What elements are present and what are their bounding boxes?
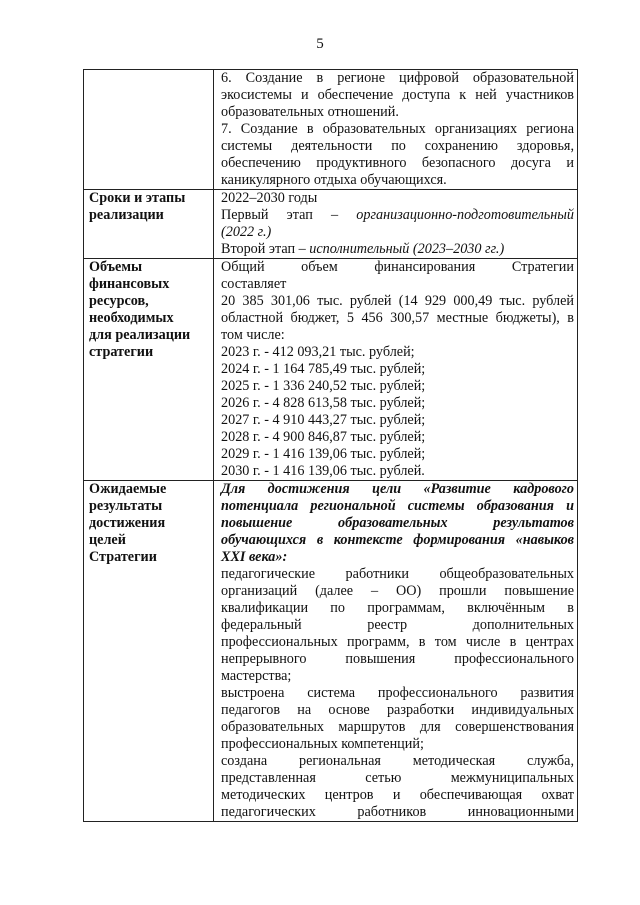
stage2-prefix: Второй этап – [221,241,306,257]
financing-cell [214,259,578,481]
year-amount: 2026 г. - 4 828 613,58 тыс. рублей; [221,395,426,411]
text-line: областной бюджет, 5 456 300,57 местные бюджеты), в [221,310,574,326]
text-line: том числе: [221,327,285,343]
year-amount: 2029 г. - 1 416 139,06 тыс. рублей; [221,446,426,462]
year-amount: 2025 г. - 1 336 240,52 тыс. рублей; [221,378,426,394]
row-label-results [84,481,214,822]
strategy-passport-table [83,69,578,822]
text-line: методических центров и обеспечивающая охват [221,787,574,803]
goal-line: повышение образовательных результатов [221,515,574,531]
text-line: образовательных отношений. [221,104,399,120]
text-line: непрерывного повышения профессионального [221,651,574,667]
page-number: 5 [316,36,324,52]
text-line: обеспечению продуктивного безопасного досуга и [221,155,574,171]
label-line: Сроки и этапы [89,190,186,206]
stage1-year: (2022 г.) [221,224,272,240]
label-line: Стратегии [89,549,157,565]
results-cell [214,481,578,822]
label-line: ресурсов, [89,293,149,309]
text-line: 20 385 301,06 тыс. рублей (14 929 000,49 тыс. рублей [221,293,574,309]
label-line: для реализации [89,327,191,343]
text-line: профессиональных программ, в том числе в центрах [221,634,574,650]
text-line: 7. Создание в образовательных организациях региона [221,121,574,137]
text-line: создана региональная методическая служба, [221,753,574,769]
text-line: системы деятельности по сохранению здоровья, [221,138,574,154]
row-label-financing [84,259,214,481]
goal-line: обучающихся в контексте формирования «навыков [221,532,574,548]
text-line: профессиональных компетенций; [221,736,424,752]
year-amount: 2030 г. - 1 416 139,06 тыс. рублей. [221,463,425,479]
tasks-cell [214,70,578,190]
text-line: каникулярного отдыха обучающихся. [221,172,447,188]
text-line: организаций (далее – ОО) прошли повышение [221,583,574,599]
text-line: представленная сетью межмуниципальных [221,770,574,786]
goal-line: XXI века»: [221,549,288,565]
label-line: целей [89,532,126,548]
text-line: педагогических работников инновационными [221,804,574,820]
goal-line: потенциала региональной системы образования и [221,498,574,514]
label-line: финансовых [89,276,170,292]
stage1-line [221,207,574,224]
text-line: Общий объем финансирования Стратегии [221,259,574,275]
label-line: реализации [89,207,164,223]
years-text: 2022–2030 годы [221,190,318,206]
text-line: квалификации по программам, включённым в [221,600,574,616]
label-line: результаты [89,498,163,514]
year-amount: 2027 г. - 4 910 443,27 тыс. рублей; [221,412,426,428]
table-row-timeline [84,190,578,259]
text-line: педагогов на основе разработки индивидуальных [221,702,574,718]
label-line: Объемы [89,259,143,275]
year-amount: 2028 г. - 4 900 846,87 тыс. рублей; [221,429,426,445]
year-amount: 2023 г. - 412 093,21 тыс. рублей; [221,344,415,360]
label-line: стратегии [89,344,154,360]
year-amount: 2024 г. - 1 164 785,49 тыс. рублей; [221,361,426,377]
text-line: мастерства; [221,668,292,684]
timeline-cell [214,190,578,259]
table-row-financing [84,259,578,481]
text-line: выстроена система профессионального развития [221,685,574,701]
stage1-name: организационно-подготовительный [356,207,574,223]
row-label-timeline [84,190,214,259]
text-line: образовательных маршрутов для совершенствования [221,719,574,735]
label-line: необходимых [89,310,174,326]
row-label-empty [84,70,214,190]
label-line: достижения [89,515,166,531]
stage2-line [221,241,574,258]
text-line: 6. Создание в регионе цифровой образовательной [221,70,574,86]
text-line: федеральный реестр дополнительных [221,617,574,633]
text-line: педагогические работники общеобразовательных [221,566,574,582]
table-row-tasks [84,70,578,190]
stage1-prefix: Первый этап – [221,207,339,223]
text-line: экосистемы и обеспечение доступа к ней участников [221,87,574,103]
text-line: составляет [221,276,287,292]
goal-line: Для достижения цели «Развитие кадрового [221,481,574,497]
stage2-name: исполнительный (2023–2030 гг.) [309,241,505,257]
table-row-results [84,481,578,822]
label-line: Ожидаемые [89,481,167,497]
